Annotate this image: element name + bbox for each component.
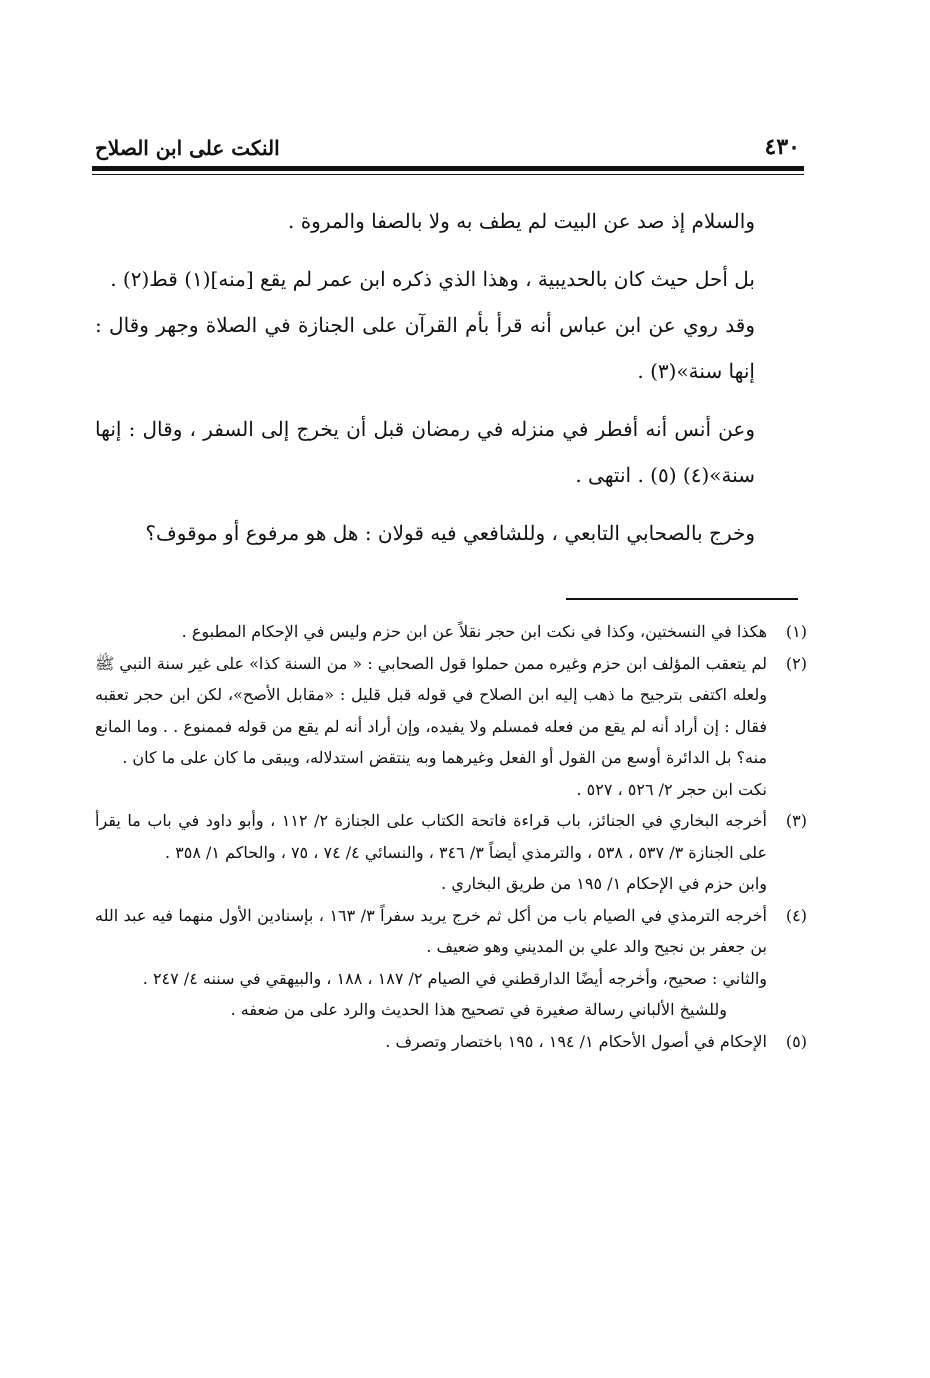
footnote-text: أخرجه الترمذي في الصيام باب من أكل ثم خرج يريد سفراً ٣/ ١٦٣ ، بإسنادين الأول منهما فيه عبد الله بن جعفر بن نجيح والد علي بن المديني وهو ضعيف . — [95, 905, 767, 956]
footnote-number: (٥) — [785, 1031, 807, 1051]
footnote-4-continuation-1: والثاني : صحيح، وأخرجه أيضًا الدارقطني في الصيام ٢/ ١٨٧ ، ١٨٨ ، والبيهقي في سننه ٤/ ٢٤٧ . — [142, 968, 767, 988]
footnote-number: (٤) — [785, 905, 807, 925]
header-rule-thin — [92, 174, 804, 175]
main-text — [95, 198, 755, 556]
page-number: ٤٣٠ — [764, 134, 800, 160]
running-title: النكت على ابن الصلاح — [95, 136, 280, 160]
footnote-text: لم يتعقب المؤلف ابن حزم وغيره ممن حملوا قول الصحابي : « من السنة كذا» على غير سنة النبي ﷺ ولعله اكتفى بترجيح ما ذهب إليه ابن الصلاح في قوله قبل قليل : «مقابل الأصح»، لكن ابن حجر تعقبه فقال : إن أراد أنه لم يقع من فعله فمسلم ولا يفيده، وإن أراد أنه لم يقع من قوله فممنوع . . وما المانع منه؟ بل الدائرة أوسع من القول أو الفعل وغيرهما وبه ينتقض استدلاله، ويبقى ما كان على ما كان . — [95, 653, 767, 767]
footnote-2 — [95, 648, 807, 774]
footnote-text: الإحكام في أصول الأحكام ١/ ١٩٤ ، ١٩٥ باختصار وتصرف . — [385, 1031, 767, 1051]
footnote-3 — [95, 805, 807, 868]
page-header — [95, 126, 800, 160]
paragraph-2: بل أحل حيث كان بالحديبية ، وهذا الذي ذكره ابن عمر لم يقع [منه](١) قط(٢) . — [110, 267, 755, 291]
footnote-text: هكذا في النسختين، وكذا في نكت ابن حجر نقلاً عن ابن حزم وليس في الإحكام المطبوع . — [181, 622, 767, 641]
paragraph-4: وعن أنس أنه أفطر في منزله في رمضان قبل أن يخرج إلى السفر ، وقال : إنها سنة»(٤) (٥) . انتهى . — [95, 417, 755, 487]
paragraph-5: وخرج بالصحابي التابعي ، وللشافعي فيه قولان : هل هو مرفوع أو موقوف؟ — [145, 521, 755, 545]
footnote-5 — [95, 1026, 807, 1058]
header-rule-thick — [92, 166, 804, 171]
footnote-2-reference: نكت ابن حجر ٢/ ٥٢٦ ، ٥٢٧ . — [576, 779, 767, 799]
footnotes — [95, 616, 807, 1057]
footnote-1 — [95, 616, 807, 648]
paragraph-3: وقد روي عن ابن عباس أنه قرأ بأم القرآن على الجنازة في الصلاة وجهر وقال : إنها سنة»(٣) . — [95, 313, 755, 383]
footnote-4-continuation-2: وللشيخ الألباني رسالة صغيرة في تصحيح هذا الحديث والرد على من ضعفه . — [230, 1000, 727, 1019]
footnote-3-continuation: وابن حزم في الإحكام ١/ ١٩٥ من طريق البخاري . — [441, 874, 767, 893]
footnote-4 — [95, 900, 807, 963]
paragraph-1: والسلام إذ صد عن البيت لم يطف به ولا بالصفا والمروة . — [287, 209, 755, 233]
footnote-number: (١) — [785, 622, 807, 641]
footnote-number: (٣) — [785, 811, 807, 830]
footnote-text: أخرجه البخاري في الجنائز، باب قراءة فاتحة الكتاب على الجنازة ٢/ ١١٢ ، وأبو داود في باب ما يقرأ على الجنازة ٣/ ٥٣٧ ، ٥٣٨ ، والترمذي أيضاً ٣/ ٣٤٦ ، والنسائي ٤/ ٧٤ ، ٧٥ ، والحاكم ١/ ٣٥٨ . — [95, 811, 767, 862]
footnote-separator — [566, 598, 798, 600]
footnote-number: (٢) — [785, 653, 807, 673]
